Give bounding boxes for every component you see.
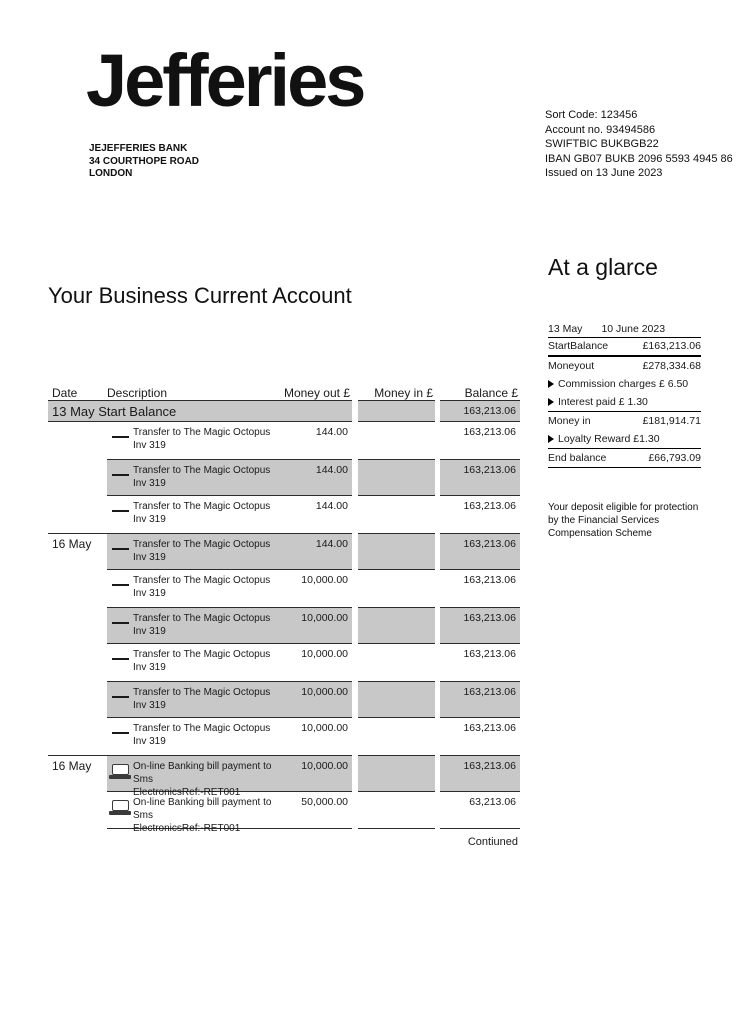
glance-row xyxy=(548,394,701,413)
transaction-money-out: 10,000.00 xyxy=(301,760,348,772)
transaction-description-line: Inv 319 xyxy=(133,478,166,489)
transaction-description xyxy=(133,422,288,459)
account-meta-line: Issued on 13 June 2023 xyxy=(545,167,663,180)
transaction-money-out: 144.00 xyxy=(315,500,348,512)
glance-row-value: £278,334.68 xyxy=(642,359,701,372)
protection-note-line: Your deposit eligible for protection xyxy=(548,501,699,513)
transaction-row xyxy=(48,533,520,570)
transaction-description-line: Transfer to The Magic Octopus xyxy=(133,723,271,734)
transaction-main-cell xyxy=(107,755,352,798)
transaction-balance: 163,213.06 xyxy=(463,500,516,512)
glance-bullet-text: Commission charges £ 6.50 xyxy=(558,378,689,391)
transaction-row xyxy=(48,459,520,496)
transaction-description-line: Inv 319 xyxy=(133,514,166,525)
transaction-icon-box xyxy=(107,460,133,495)
transaction-row xyxy=(48,755,520,798)
protection-note-line: Compensation Scheme xyxy=(548,527,652,539)
transaction-description xyxy=(133,756,288,798)
glance-row xyxy=(548,449,701,468)
transaction-description-line: ElectronicsRef:-RET001 xyxy=(133,787,241,798)
glance-summary-rows xyxy=(548,338,701,468)
transfer-icon xyxy=(112,510,129,512)
transaction-description-line: Inv 319 xyxy=(133,588,166,599)
transaction-description-line: Transfer to The Magic Octopus xyxy=(133,687,271,698)
continued-label: Contiuned xyxy=(467,836,518,848)
glance-period-row xyxy=(548,321,701,338)
transaction-description xyxy=(133,534,288,569)
transaction-icon-box xyxy=(107,534,133,569)
account-meta-line: Sort Code: 123456 xyxy=(545,109,638,121)
transfer-icon xyxy=(112,622,129,624)
transaction-row xyxy=(48,681,520,718)
transaction-description xyxy=(133,792,288,834)
transaction-money-in xyxy=(358,496,435,533)
transaction-row xyxy=(48,644,520,681)
account-title: Your Business Current Account xyxy=(48,283,352,308)
protection-note-line: by the Financial Services xyxy=(548,514,660,526)
laptop-base xyxy=(109,811,131,815)
bullet-triangle-icon xyxy=(548,435,554,443)
transaction-icon-box xyxy=(107,422,133,459)
transfer-icon xyxy=(112,436,129,438)
transaction-balance: 163,213.06 xyxy=(440,459,520,496)
transaction-date xyxy=(48,681,107,718)
glance-row-value: £181,914.71 xyxy=(642,415,701,428)
transaction-icon-box xyxy=(107,718,133,755)
bank-address xyxy=(89,143,199,181)
statement-table xyxy=(48,381,520,834)
transaction-money-in xyxy=(358,607,435,644)
transaction-main-cell xyxy=(107,422,352,459)
transaction-row xyxy=(48,570,520,607)
transaction-main-cell xyxy=(107,607,352,644)
transaction-description xyxy=(133,570,288,607)
laptop-screen xyxy=(112,764,129,775)
glance-row xyxy=(548,338,701,357)
transaction-balance: 163,213.06 xyxy=(463,574,516,586)
header-money-in: Money in £ xyxy=(374,386,433,400)
period-start-date: 13 May xyxy=(548,323,583,335)
glance-row xyxy=(548,431,701,450)
transaction-main-cell xyxy=(107,644,352,681)
transaction-description-line: ElectronicsRef:-RET001 xyxy=(133,823,241,834)
header-money-out: Money out £ xyxy=(283,386,350,400)
header-left-group xyxy=(48,386,352,400)
bank-logo: Jefferies xyxy=(86,39,364,122)
transaction-description xyxy=(133,718,288,755)
transaction-balance: 163,213.06 xyxy=(440,681,520,718)
account-meta-line: SWIFTBIC BUKBGB22 xyxy=(545,138,659,151)
period-end-date: 10 June 2023 xyxy=(601,323,666,335)
glance-row-label: End balance xyxy=(548,451,607,464)
transaction-main-cell xyxy=(107,718,352,755)
transaction-money-in xyxy=(358,718,435,755)
transaction-main-cell xyxy=(107,681,352,718)
glance-row xyxy=(548,412,701,431)
transaction-balance: 163,213.06 xyxy=(440,607,520,644)
transaction-money-out: 10,000.00 xyxy=(301,648,348,660)
glance-row-label: Moneyout xyxy=(548,359,595,372)
transaction-money-out: 144.00 xyxy=(315,426,348,438)
laptop-base xyxy=(109,775,131,779)
transaction-date: 16 May xyxy=(48,755,107,792)
transaction-balance: 163,213.06 xyxy=(463,648,516,660)
transaction-money-in xyxy=(358,459,435,496)
start-balance-money-in-cell xyxy=(358,400,435,422)
transaction-money-in xyxy=(358,755,435,792)
transaction-money-out: 10,000.00 xyxy=(301,722,348,734)
transfer-icon xyxy=(112,696,129,698)
glance-bullet-text: Interest paid £ 1.30 xyxy=(558,396,648,409)
transaction-row xyxy=(48,496,520,533)
transaction-description xyxy=(133,608,288,643)
transaction-row xyxy=(48,607,520,644)
transaction-description xyxy=(133,682,288,717)
transaction-money-in xyxy=(358,533,435,570)
start-balance-row xyxy=(48,400,520,422)
transaction-icon-box xyxy=(107,792,133,828)
transaction-description-line: Transfer to The Magic Octopus xyxy=(133,575,271,586)
transaction-date xyxy=(48,570,107,607)
transaction-date xyxy=(48,718,107,755)
transaction-date xyxy=(48,792,107,829)
transaction-description-line: Transfer to The Magic Octopus xyxy=(133,465,271,476)
bullet-triangle-icon xyxy=(548,398,554,406)
transaction-main-cell xyxy=(107,570,352,607)
transaction-description-line: On-line Banking bill payment to Sms xyxy=(133,797,272,821)
protection-note xyxy=(548,501,701,540)
transaction-description-line: Inv 319 xyxy=(133,626,166,637)
transfer-icon xyxy=(112,732,129,734)
at-a-glance-panel xyxy=(548,254,701,540)
glance-row xyxy=(548,375,701,394)
transfer-icon xyxy=(112,584,129,586)
transaction-description-line: Inv 319 xyxy=(133,662,166,673)
glance-row-value: £66,793.09 xyxy=(648,451,701,464)
statement-table-header xyxy=(48,381,520,400)
transaction-money-in xyxy=(358,422,435,459)
transaction-description-line: Transfer to The Magic Octopus xyxy=(133,539,271,550)
transaction-icon-box xyxy=(107,570,133,607)
transaction-description xyxy=(133,460,288,495)
account-meta-line: IBAN GB07 BUKB 2096 5593 4945 86 xyxy=(545,152,733,165)
account-meta xyxy=(545,108,733,181)
transaction-money-out: 144.00 xyxy=(315,464,348,476)
account-meta-line: Account no. 93494586 xyxy=(545,123,656,136)
glance-row xyxy=(548,357,701,376)
transaction-balance: 63,213.06 xyxy=(440,792,520,829)
transaction-date xyxy=(48,496,107,533)
transaction-date xyxy=(48,422,107,459)
transaction-money-in xyxy=(358,570,435,607)
bank-address-line: LONDON xyxy=(89,168,133,179)
transaction-money-in xyxy=(358,681,435,718)
transaction-balance: 163,213.06 xyxy=(463,426,516,438)
transaction-description xyxy=(133,644,288,681)
transfer-icon xyxy=(112,548,129,550)
transaction-description-line: Inv 319 xyxy=(133,700,166,711)
transaction-row xyxy=(48,422,520,459)
transaction-description-line: Transfer to The Magic Octopus xyxy=(133,427,271,438)
transaction-main-cell xyxy=(107,792,352,834)
glance-bullet-text: Loyalty Reward £1.30 xyxy=(558,433,660,446)
transaction-main-cell xyxy=(107,496,352,533)
transaction-description-line: Inv 319 xyxy=(133,440,166,451)
transaction-money-out: 10,000.00 xyxy=(301,574,348,586)
transaction-balance: 163,213.06 xyxy=(440,755,520,792)
glance-row-label: Money in xyxy=(548,415,591,428)
glance-row-label: StartBalance xyxy=(548,340,609,353)
statement-table-body xyxy=(48,422,520,834)
transaction-description-line: Inv 319 xyxy=(133,736,166,747)
bullet-triangle-icon xyxy=(548,380,554,388)
transaction-icon-box xyxy=(107,682,133,717)
transaction-icon-box xyxy=(107,644,133,681)
transaction-main-cell xyxy=(107,533,352,570)
transaction-money-out: 50,000.00 xyxy=(301,796,348,808)
transaction-description-line: Transfer to The Magic Octopus xyxy=(133,501,271,512)
bank-address-line: 34 COURTHOPE ROAD xyxy=(89,155,200,167)
transaction-money-out: 144.00 xyxy=(315,538,348,550)
glance-title: At a glarce xyxy=(548,254,658,280)
transaction-description-line: Inv 319 xyxy=(133,552,166,563)
transaction-description-line: Transfer to The Magic Octopus xyxy=(133,613,271,624)
transaction-icon-box xyxy=(107,608,133,643)
header-description: Description xyxy=(107,386,168,400)
start-balance-value: 163,213.06 xyxy=(440,400,520,422)
transaction-balance: 163,213.06 xyxy=(463,722,516,734)
transaction-money-in xyxy=(358,792,435,829)
transaction-money-in xyxy=(358,644,435,681)
glance-row-value: £163,213.06 xyxy=(642,340,701,353)
laptop-screen xyxy=(112,800,129,811)
transaction-date: 16 May xyxy=(48,533,107,570)
transaction-row xyxy=(48,792,520,834)
header-balance: Balance £ xyxy=(464,386,518,400)
transaction-description-line: On-line Banking bill payment to Sms xyxy=(133,761,272,785)
laptop-icon xyxy=(109,764,131,791)
transaction-money-out: 10,000.00 xyxy=(301,686,348,698)
start-balance-label: 13 May Start Balance xyxy=(48,400,352,422)
laptop-icon xyxy=(109,800,131,828)
transaction-date xyxy=(48,459,107,496)
transaction-icon-box xyxy=(107,756,133,791)
transaction-balance: 163,213.06 xyxy=(440,533,520,570)
header-date: Date xyxy=(52,386,78,400)
transaction-row xyxy=(48,718,520,755)
bank-address-line: JEJEFFERIES BANK xyxy=(89,143,188,154)
transfer-icon xyxy=(112,474,129,476)
transaction-date xyxy=(48,644,107,681)
transaction-description-line: Transfer to The Magic Octopus xyxy=(133,649,271,660)
transfer-icon xyxy=(112,658,129,660)
transaction-money-out: 10,000.00 xyxy=(301,612,348,624)
transaction-date xyxy=(48,607,107,644)
transaction-description xyxy=(133,496,288,533)
transaction-main-cell xyxy=(107,459,352,496)
transaction-icon-box xyxy=(107,496,133,533)
